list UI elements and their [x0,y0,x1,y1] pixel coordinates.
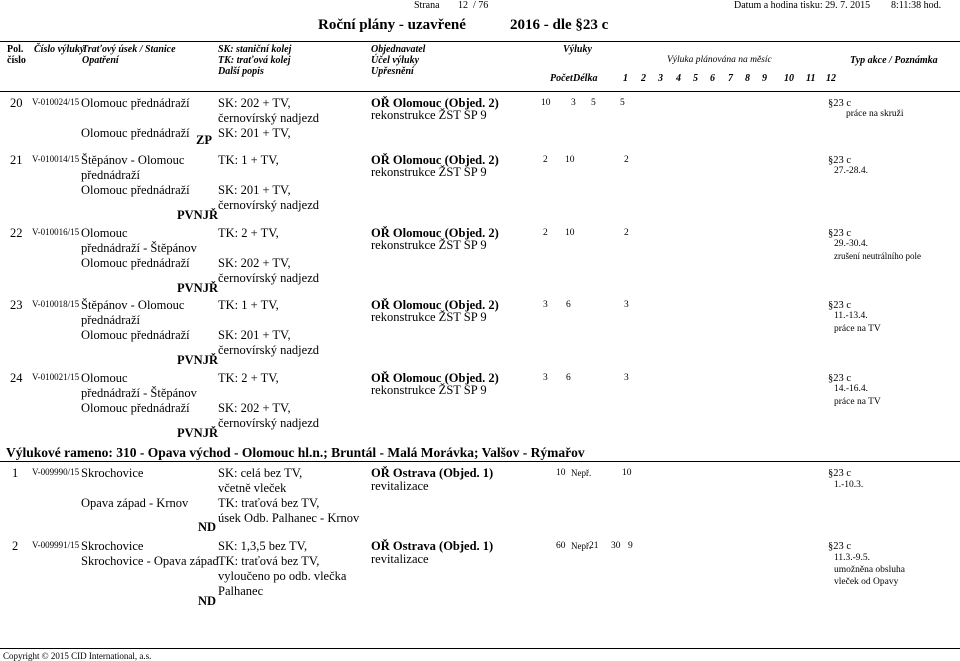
row-tag: ND [198,520,217,534]
row-purpose: rekonstrukce ŽST SP 9 [371,383,487,397]
row-tag: ND [198,594,217,608]
station-line: přednádraží - Štěpánov [81,241,197,255]
row-orderer: OŘ Olomouc (Objed. 2) [371,153,499,167]
row-orderer: OŘ Olomouc (Objed. 2) [371,298,499,312]
row-plan-value: 5 [591,98,596,108]
station-line: Olomouc přednádraží [81,96,190,110]
row-plan-value: 6 [566,373,571,383]
row-kolej [218,226,319,286]
row-plan-value: 9 [628,541,633,551]
header-top-rule [0,41,960,42]
page-number: 12 [458,0,468,11]
row-plan-value: 3 [624,373,629,383]
row-delka: Nepř. [571,468,592,478]
station-line: Olomouc přednádraží [81,401,190,415]
kolej-line: TK: 2 + TV, [218,371,279,385]
col-kolej: SK: staniční kolej TK: traťová kolej Další popis [218,44,292,77]
row-note: 29.-30.4. [834,239,869,249]
row-note: 27.-28.4. [834,166,869,176]
month-2: 2 [641,73,646,84]
station-line: přednádraží [81,313,140,327]
row-kolej [218,153,319,213]
station-line: Opava západ - Krnov [81,496,189,510]
station-line: Olomouc přednádraží [81,183,190,197]
row-tag: PVNJŘ [177,353,218,367]
kolej-line: SK: 201 + TV, [218,183,291,197]
row-pol: 21 [10,153,23,167]
station-line: Skrochovice - Opava západ [81,554,219,568]
page-total: / 76 [473,0,489,11]
kolej-line: SK: 201 + TV, [218,328,291,342]
col-cislo-vyluky: Číslo výluky [34,44,85,55]
kolej-line: černovírský nadjezd [218,198,320,212]
row-typ: §23 c [828,228,852,239]
kolej-line: TK: 1 + TV, [218,153,279,167]
kolej-line: černovírský nadjezd [218,271,320,285]
row-station [81,153,190,198]
kolej-line [218,168,319,183]
row-plan-value: 10 [622,468,632,478]
kolej-line: TK: 1 + TV, [218,298,279,312]
station-line [81,481,188,496]
station-line: Štěpánov - Olomouc [81,298,185,312]
month-11: 11 [806,73,816,84]
col-vyluky: Výluky [563,44,592,55]
col-tratovy-usek: Traťový úsek / Stanice Opatření [82,44,176,66]
row-typ: §23 c [828,98,852,109]
month-10: 10 [784,73,794,84]
kolej-line: černovírský nadjezd [218,416,320,430]
station-line: přednádraží - Štěpánov [81,386,197,400]
row-plan-value: 2 [624,155,629,165]
station-line [81,111,190,126]
kolej-line: SK: 201 + TV, [218,126,291,140]
kolej-line: vyloučeno po odb. vlečka [218,569,347,583]
row-note: 11.3.-9.5. [834,553,871,563]
row-tag: PVNJŘ [177,208,218,222]
station-line: Olomouc přednádraží [81,328,190,342]
col-pol: Pol. číslo [7,44,26,66]
print-time: 8:11:38 hod. [891,0,942,11]
month-3: 3 [658,73,663,84]
row-note: práce na TV [834,397,881,407]
row-plan-value: 6 [566,300,571,310]
row-station [81,371,197,416]
row-vyluka-id: V-010014/15 [32,154,80,164]
row-typ: §23 c [828,300,852,311]
kolej-line: TK: 2 + TV, [218,226,279,240]
row-pocet: 3 [543,373,548,383]
row-orderer: OŘ Olomouc (Objed. 2) [371,371,499,385]
row-purpose: revitalizace [371,552,429,566]
row-plan-value: 3 [571,98,576,108]
row-kolej [218,539,346,599]
row-vyluka-id: V-009991/15 [32,540,80,550]
row-plan-value: 5 [620,98,625,108]
kolej-line: SK: 1,3,5 bez TV, [218,539,308,553]
row-purpose: rekonstrukce ŽST SP 9 [371,108,487,122]
row-plan-value: 10 [565,155,575,165]
row-note: 1.-10.3. [834,480,864,490]
kolej-line: SK: 202 + TV, [218,96,291,110]
row-kolej [218,96,319,141]
header-bottom-rule [0,91,960,92]
col-pocet: Počet [550,73,573,84]
row-pol: 24 [10,371,23,385]
station-line: Olomouc přednádraží [81,256,190,270]
row-plan-value: 30 [611,541,621,551]
month-4: 4 [676,73,681,84]
month-12: 12 [826,73,836,84]
row-vyluka-id: V-010016/15 [32,227,80,237]
kolej-line: SK: celá bez TV, [218,466,303,480]
row-plan-value: 21 [589,541,599,551]
row-typ: §23 c [828,541,852,552]
row-plan-value: 2 [624,228,629,238]
row-pocet: 10 [556,468,566,478]
row-delka: Nepř. [571,541,592,551]
row-note: 14.-16.4. [834,384,869,394]
kolej-line [218,313,319,328]
kolej-line: SK: 202 + TV, [218,401,291,415]
row-station [81,298,190,343]
row-station [81,466,188,511]
row-purpose: rekonstrukce ŽST SP 9 [371,238,487,252]
row-note: zrušení neutrálního pole [834,251,921,261]
col-delka: Délka [573,73,598,84]
row-pol: 22 [10,226,23,240]
row-purpose: rekonstrukce ŽST SP 9 [371,310,487,324]
row-purpose: rekonstrukce ŽST SP 9 [371,165,487,179]
station-line: Štěpánov - Olomouc [81,153,185,167]
row-purpose: revitalizace [371,479,429,493]
row-tag: PVNJŘ [177,426,218,440]
kolej-line [218,386,319,401]
row-pocet: 60 [556,541,566,551]
row-vyluka-id: V-010024/15 [32,97,80,107]
station-line: přednádraží [81,168,140,182]
section-rule [0,461,960,462]
row-vyluka-id: V-009990/15 [32,467,80,477]
month-9: 9 [762,73,767,84]
row-tag: ZP [196,133,212,147]
row-vyluka-id: V-010018/15 [32,299,80,309]
station-line: Skrochovice [81,539,144,553]
station-line: Skrochovice [81,466,144,480]
page-title: Roční plány - uzavřené [318,17,466,33]
month-5: 5 [693,73,698,84]
station-line: Olomouc [81,371,128,385]
row-pocet: 2 [543,155,548,165]
page-label: Strana [414,0,440,11]
row-pol: 1 [12,466,19,480]
row-pol: 23 [10,298,23,312]
row-pocet: 3 [543,300,548,310]
kolej-line: Palhanec [218,584,264,598]
row-orderer: OŘ Ostrava (Objed. 1) [371,539,494,553]
kolej-line [218,241,319,256]
row-pocet: 10 [541,98,551,108]
row-typ: §23 c [828,468,852,479]
row-plan-value: 3 [624,300,629,310]
row-pocet: 2 [543,228,548,238]
page-subtitle: 2016 - dle §23 c [510,17,609,33]
footer-copyright: Copyright © 2015 CID International, a.s. [3,651,152,661]
row-orderer: OŘ Ostrava (Objed. 1) [371,466,494,480]
row-station [81,96,190,141]
col-objednavatel: Objednavatel Účel výluky Upřesnění [371,44,426,77]
kolej-line: TK: traťová bez TV, [218,496,320,510]
kolej-line: TK: traťová bez TV, [218,554,320,568]
col-typ-akce: Typ akce / Poznámka [850,55,938,66]
row-note: 11.-13.4. [834,311,868,321]
kolej-line: černovírský nadjezd [218,111,320,125]
row-tag: PVNJŘ [177,281,218,295]
kolej-line: včetně vleček [218,481,287,495]
month-6: 6 [710,73,715,84]
print-date: Datum a hodina tisku: 29. 7. 2015 [734,0,871,11]
month-7: 7 [728,73,733,84]
row-kolej [218,466,359,526]
row-orderer: OŘ Olomouc (Objed. 2) [371,96,499,110]
station-line: Olomouc přednádraží [81,126,190,140]
row-note: umožněna obsluha [834,565,905,575]
row-vyluka-id: V-010021/15 [32,372,80,382]
row-note: práce na TV [834,324,881,334]
col-planovana: Výluka plánována na měsíc [667,55,772,65]
row-kolej [218,371,319,431]
row-typ: §23 c [828,373,852,384]
kolej-line: černovírský nadjezd [218,343,320,357]
row-typ: §23 c [828,155,852,166]
row-station [81,226,197,271]
row-pol: 2 [12,539,19,553]
row-note: vleček od Opavy [834,577,899,587]
kolej-line: SK: 202 + TV, [218,256,291,270]
kolej-line: úsek Odb. Palhanec - Krnov [218,511,360,525]
month-8: 8 [745,73,750,84]
row-orderer: OŘ Olomouc (Objed. 2) [371,226,499,240]
section-heading: Výlukové rameno: 310 - Opava východ - Olomouc hl.n.; Bruntál - Malá Morávka; Valšov - Rýmařov [6,445,585,460]
row-plan-value: 10 [565,228,575,238]
row-kolej [218,298,319,358]
row-pol: 20 [10,96,23,110]
row-note: práce na skruži [846,109,904,119]
month-1: 1 [623,73,628,84]
station-line: Olomouc [81,226,128,240]
footer-rule [0,648,960,649]
row-station [81,539,219,569]
